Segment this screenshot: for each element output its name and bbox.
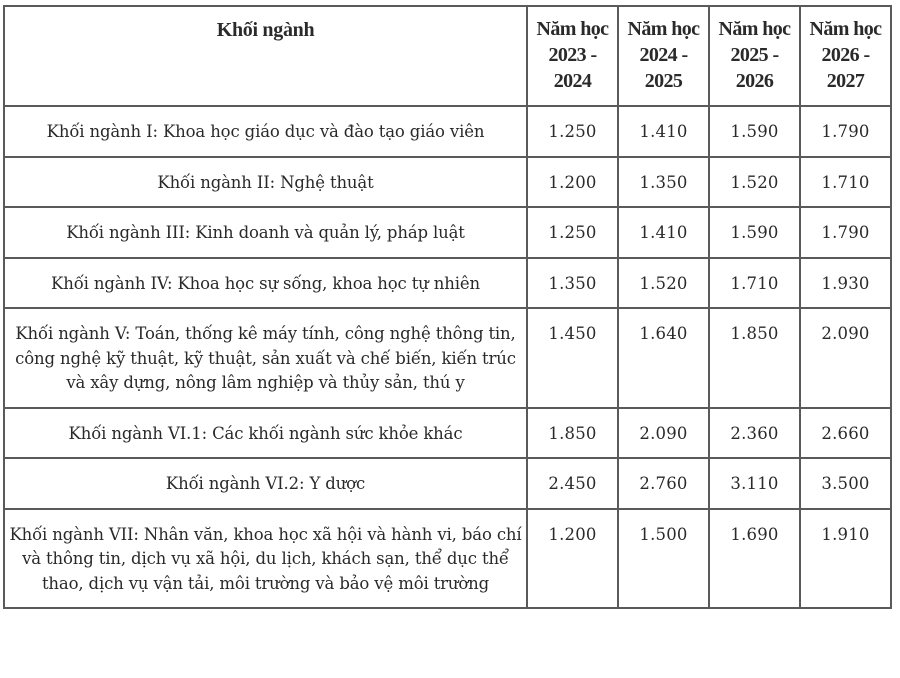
header-year-label: Năm học xyxy=(536,18,609,40)
fee-2026-2027: 3.500 xyxy=(800,458,891,509)
fee-2026-2027: 1.710 xyxy=(800,157,891,208)
header-year-label: Năm học xyxy=(809,18,882,40)
header-year-start: 2024 - xyxy=(639,44,688,66)
row-khoi-nganh-name: Khối ngành VI.1: Các khối ngành sức khỏe khác xyxy=(4,408,527,459)
row-khoi-nganh-name: Khối ngành I: Khoa học giáo dục và đào tạo giáo viên xyxy=(4,106,527,157)
header-khoi-nganh: Khối ngành xyxy=(4,6,527,106)
header-year-end: 2024 xyxy=(553,70,592,92)
fee-2024-2025: 2.090 xyxy=(618,408,709,459)
fee-2025-2026: 3.110 xyxy=(709,458,800,509)
fee-2024-2025: 1.350 xyxy=(618,157,709,208)
fee-2026-2027: 2.660 xyxy=(800,408,891,459)
row-khoi-nganh-name: Khối ngành VII: Nhân văn, khoa học xã hội và hành vi, báo chí và thông tin, dịch vụ xã hội, du lịch, khách sạn, thể dục thể thao, dịch vụ vận tải, môi trường và bảo vệ môi trường xyxy=(4,509,527,609)
table-row xyxy=(4,157,891,208)
fee-2025-2026: 1.590 xyxy=(709,207,800,258)
header-year-label: Năm học xyxy=(627,18,700,40)
fee-2023-2024: 1.450 xyxy=(527,308,618,408)
row-khoi-nganh-name: Khối ngành V: Toán, thống kê máy tính, công nghệ thông tin, công nghệ kỹ thuật, kỹ thuật, sản xuất và chế biến, kiến trúc và xây dựng, nông lâm nghiệp và thủy sản, thú y xyxy=(4,308,527,408)
fee-2025-2026: 2.360 xyxy=(709,408,800,459)
header-year-2025-2026 xyxy=(709,6,800,106)
row-khoi-nganh-name: Khối ngành III: Kinh doanh và quản lý, pháp luật xyxy=(4,207,527,258)
fee-2025-2026: 1.850 xyxy=(709,308,800,408)
fee-2026-2027: 1.790 xyxy=(800,207,891,258)
fee-2026-2027: 2.090 xyxy=(800,308,891,408)
fee-2026-2027: 1.910 xyxy=(800,509,891,609)
fee-2023-2024: 1.250 xyxy=(527,207,618,258)
fee-2026-2027: 1.790 xyxy=(800,106,891,157)
header-year-end: 2025 xyxy=(644,70,683,92)
fee-2024-2025: 1.410 xyxy=(618,207,709,258)
table-body xyxy=(4,106,891,608)
fee-2023-2024: 2.450 xyxy=(527,458,618,509)
fee-2024-2025: 1.410 xyxy=(618,106,709,157)
fee-2023-2024: 1.250 xyxy=(527,106,618,157)
fee-2023-2024: 1.200 xyxy=(527,509,618,609)
tuition-table xyxy=(3,5,892,609)
fee-2024-2025: 2.760 xyxy=(618,458,709,509)
table-row xyxy=(4,207,891,258)
header-year-start: 2023 - xyxy=(548,44,597,66)
row-khoi-nganh-name: Khối ngành IV: Khoa học sự sống, khoa học tự nhiên xyxy=(4,258,527,309)
fee-2026-2027: 1.930 xyxy=(800,258,891,309)
fee-2025-2026: 1.590 xyxy=(709,106,800,157)
fee-2024-2025: 1.500 xyxy=(618,509,709,609)
table-row xyxy=(4,509,891,609)
header-year-end: 2027 xyxy=(826,70,865,92)
table-row xyxy=(4,258,891,309)
header-year-start: 2025 - xyxy=(730,44,779,66)
fee-2025-2026: 1.690 xyxy=(709,509,800,609)
header-year-2024-2025 xyxy=(618,6,709,106)
tuition-table-container xyxy=(3,5,892,609)
fee-2023-2024: 1.350 xyxy=(527,258,618,309)
row-khoi-nganh-name: Khối ngành VI.2: Y dược xyxy=(4,458,527,509)
table-row xyxy=(4,408,891,459)
fee-2024-2025: 1.520 xyxy=(618,258,709,309)
header-year-end: 2026 xyxy=(735,70,774,92)
header-year-2023-2024 xyxy=(527,6,618,106)
header-year-2026-2027 xyxy=(800,6,891,106)
table-row xyxy=(4,458,891,509)
fee-2025-2026: 1.710 xyxy=(709,258,800,309)
header-year-label: Năm học xyxy=(718,18,791,40)
fee-2023-2024: 1.850 xyxy=(527,408,618,459)
header-year-start: 2026 - xyxy=(821,44,870,66)
table-header xyxy=(4,6,891,106)
row-khoi-nganh-name: Khối ngành II: Nghệ thuật xyxy=(4,157,527,208)
header-row xyxy=(4,6,891,106)
table-row xyxy=(4,106,891,157)
fee-2023-2024: 1.200 xyxy=(527,157,618,208)
fee-2024-2025: 1.640 xyxy=(618,308,709,408)
table-row xyxy=(4,308,891,408)
fee-2025-2026: 1.520 xyxy=(709,157,800,208)
